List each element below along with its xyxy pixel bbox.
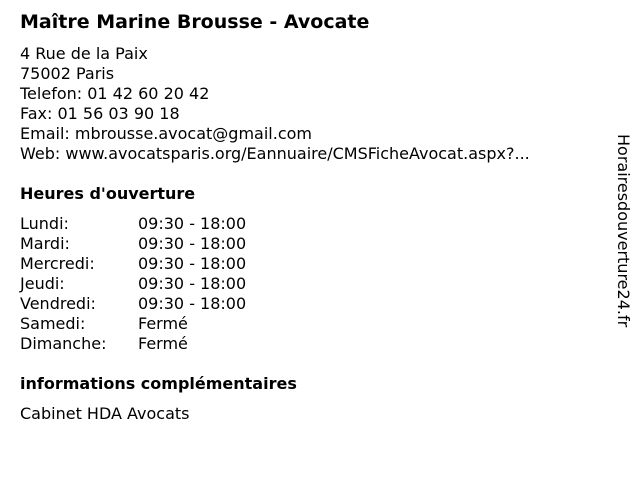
day-label: Jeudi: xyxy=(20,274,65,293)
hours-value: 09:30 - 18:00 xyxy=(138,274,247,293)
opening-hours-heading: Heures d'ouverture xyxy=(20,184,196,203)
hours-value: 09:30 - 18:00 xyxy=(138,234,247,253)
contact-block xyxy=(20,44,530,164)
hours-row-friday xyxy=(20,294,280,314)
phone-number: Telefon: 01 42 60 20 42 xyxy=(20,84,210,103)
hours-row-monday xyxy=(20,214,280,234)
hours-value: Fermé xyxy=(138,334,188,353)
hours-value: 09:30 - 18:00 xyxy=(138,214,247,233)
hours-value: 09:30 - 18:00 xyxy=(138,294,247,313)
hours-row-sunday xyxy=(20,334,280,354)
address-city: 75002 Paris xyxy=(20,64,115,83)
opening-hours-table xyxy=(20,214,280,354)
day-label: Mercredi: xyxy=(20,254,95,273)
hours-row-tuesday xyxy=(20,234,280,254)
hours-value: 09:30 - 18:00 xyxy=(138,254,247,273)
additional-info-text: Cabinet HDA Avocats xyxy=(20,404,190,423)
email-address: Email: mbrousse.avocat@gmail.com xyxy=(20,124,312,143)
hours-row-thursday xyxy=(20,274,280,294)
page-title: Maître Marine Brousse - Avocate xyxy=(20,11,370,33)
fax-number: Fax: 01 56 03 90 18 xyxy=(20,104,180,123)
hours-row-wednesday xyxy=(20,254,280,274)
day-label: Lundi: xyxy=(20,214,69,233)
hours-row-saturday xyxy=(20,314,280,334)
day-label: Mardi: xyxy=(20,234,70,253)
website-url: Web: www.avocatsparis.org/Eannuaire/CMSFicheAvocat.aspx?... xyxy=(20,144,530,163)
address-street: 4 Rue de la Paix xyxy=(20,44,148,63)
hours-value: Fermé xyxy=(138,314,188,333)
day-label: Samedi: xyxy=(20,314,86,333)
day-label: Vendredi: xyxy=(20,294,96,313)
site-watermark: Horairesdouverture24.fr xyxy=(614,134,633,328)
additional-info-heading: informations complémentaires xyxy=(20,374,297,393)
day-label: Dimanche: xyxy=(20,334,107,353)
